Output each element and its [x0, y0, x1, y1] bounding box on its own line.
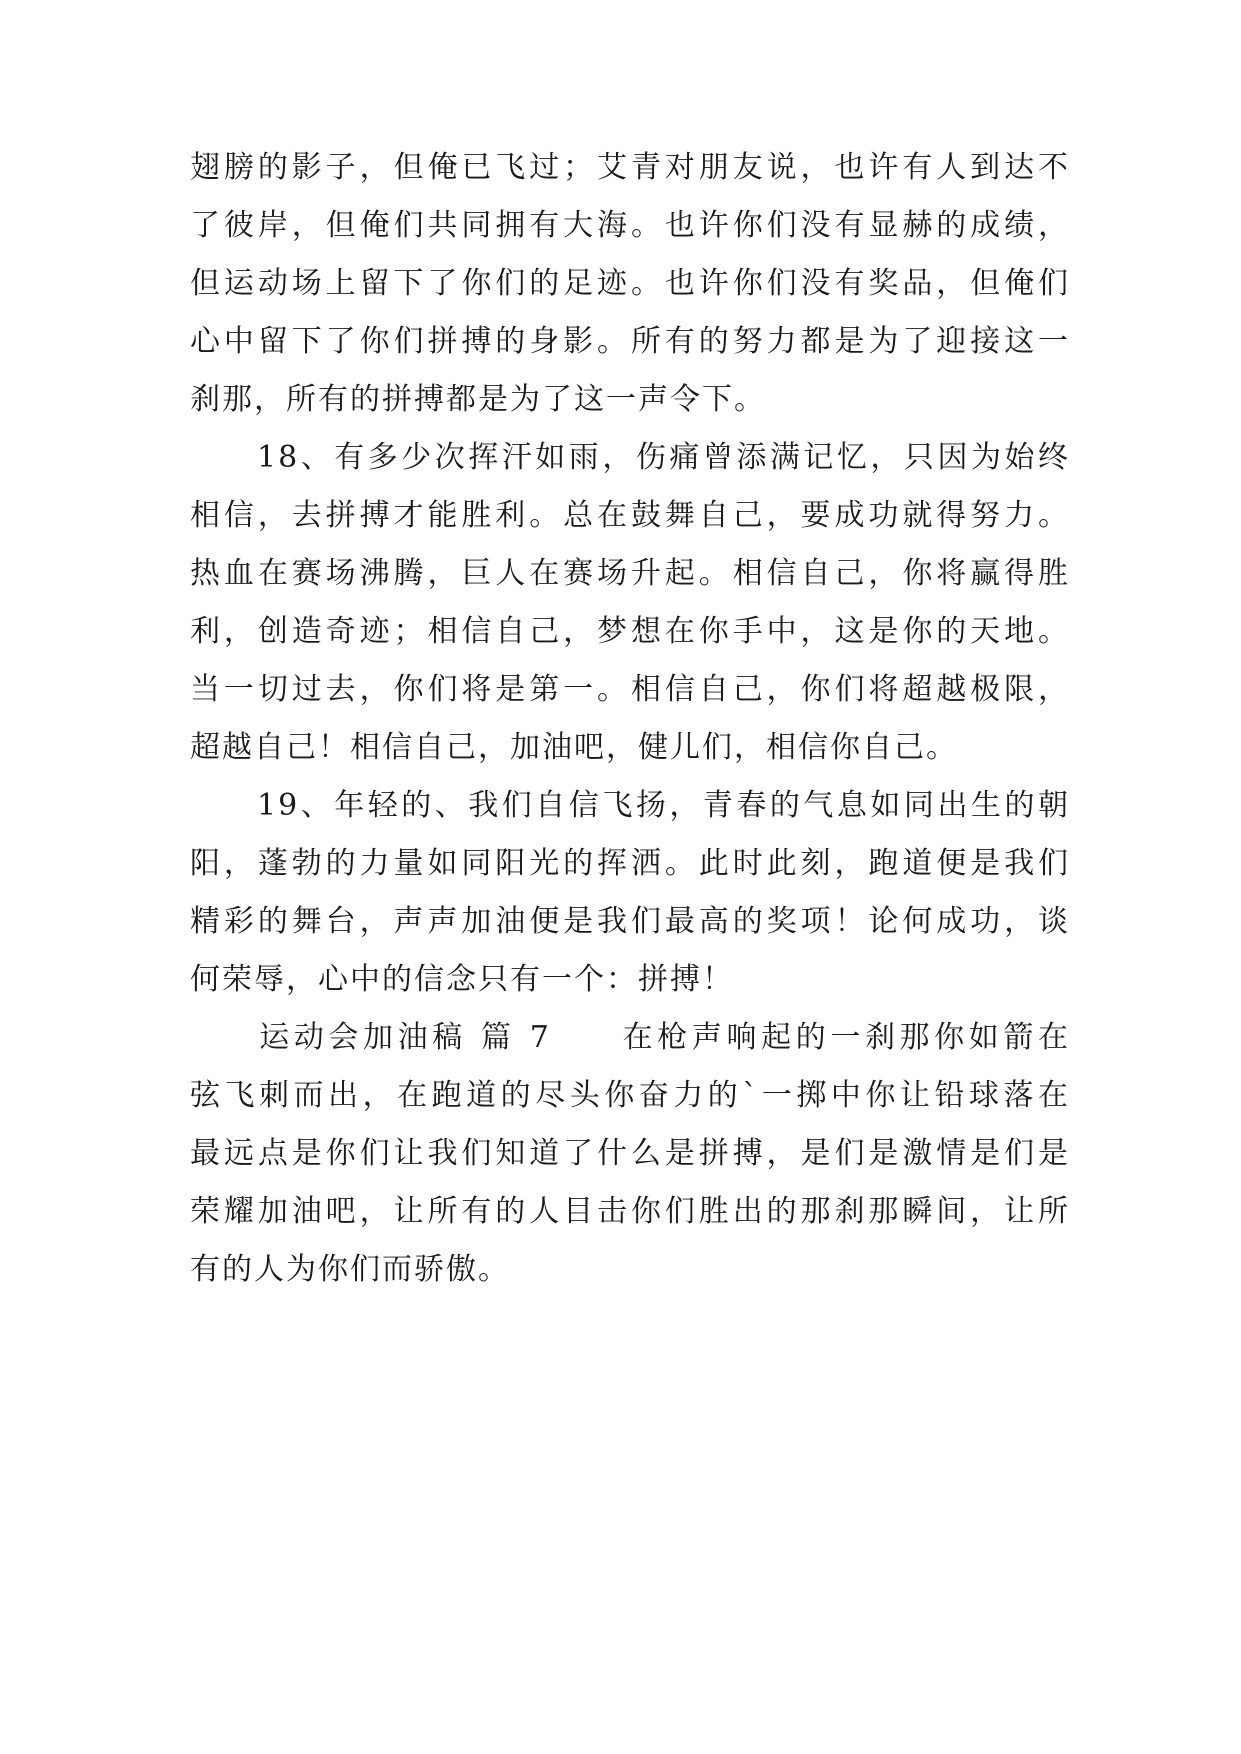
text-line: 阳，蓬勃的力量如同阳光的挥洒。此时此刻，跑道便是我们: [190, 846, 1070, 881]
text-line: 翅膀的影子，但俺已飞过；艾青对朋友说，也许有人到达不: [190, 150, 1070, 185]
text-line: 热血在赛场沸腾，巨人在赛场升起。相信自己，你将赢得胜: [190, 556, 1070, 591]
text-line: 刹那，所有的拼搏都是为了这一声令下。: [190, 382, 766, 417]
paragraph-19-start: 19、年轻的、我们自信飞扬，青春的气息如同出生的朝: [190, 788, 1070, 823]
text-line: 最远点是你们让我们知道了什么是拼搏，是们是激情是们是: [190, 1136, 1070, 1171]
text-line: 弦飞刺而出，在跑道的尽头你奋力的`一掷中你让铅球落在: [190, 1078, 1070, 1113]
text-line: 但运动场上留下了你们的足迹。也许你们没有奖品，但俺们: [190, 266, 1070, 301]
text-line: 心中留下了你们拼搏的身影。所有的努力都是为了迎接这一: [190, 324, 1070, 359]
text-line: 利，创造奇迹；相信自己，梦想在你手中，这是你的天地。: [190, 614, 1070, 649]
text-line: 荣耀加油吧，让所有的人目击你们胜出的那刹那瞬间，让所: [190, 1194, 1070, 1229]
text-line: 了彼岸，但俺们共同拥有大海。也许你们没有显赫的成绩，: [190, 208, 1070, 243]
text-line: 精彩的舞台，声声加油便是我们最高的奖项！论何成功，谈: [190, 904, 1070, 939]
text-line: 当一切过去，你们将是第一。相信自己，你们将超越极限，: [190, 672, 1070, 707]
paragraph-18-start: 18、有多少次挥汗如雨，伤痛曾添满记忆，只因为始终: [190, 440, 1070, 475]
text-line: 相信，去拼搏才能胜利。总在鼓舞自己，要成功就得努力。: [190, 498, 1070, 533]
text-line: 何荣辱，心中的信念只有一个：拼搏！: [190, 962, 734, 997]
section-7-start: 运动会加油稿 篇 7 在枪声响起的一刹那你如箭在: [190, 1020, 1070, 1055]
text-line: 超越自己！相信自己，加油吧，健儿们，相信你自己。: [190, 730, 958, 765]
text-line: 有的人为你们而骄傲。: [190, 1252, 510, 1287]
